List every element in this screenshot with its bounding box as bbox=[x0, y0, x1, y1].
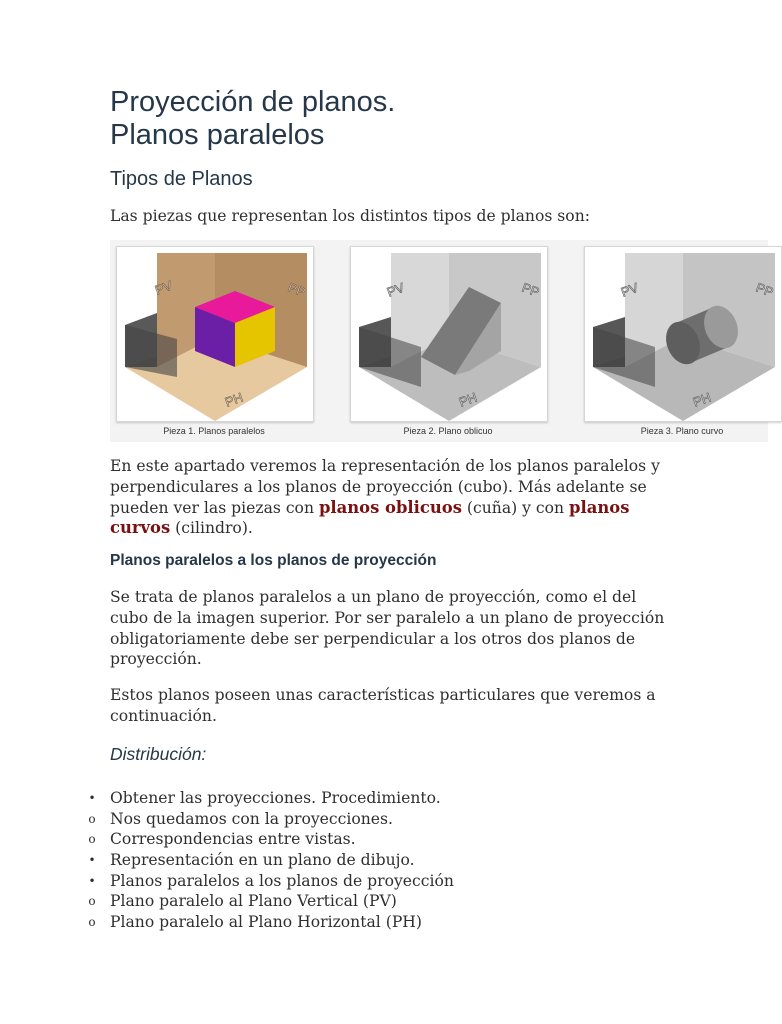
section-title: Tipos de Planos bbox=[110, 168, 253, 190]
figure-cylinder bbox=[584, 246, 782, 422]
list-item-text: Plano paralelo al Plano Horizontal (PH) bbox=[110, 913, 422, 932]
bullet-icon: • bbox=[88, 873, 96, 888]
list-item bbox=[0, 788, 700, 809]
figure-cube bbox=[116, 246, 314, 422]
distribution-list bbox=[0, 788, 700, 933]
paragraph-1-text-c: (cilindro). bbox=[170, 519, 253, 538]
list-item-text: Planos paralelos a los planos de proyección bbox=[110, 871, 454, 890]
pv-label: PV bbox=[152, 277, 175, 298]
title-line-1: Proyección de planos. bbox=[110, 86, 396, 118]
distribution-title: Distribución: bbox=[110, 744, 207, 764]
paragraph-3: Estos planos poseen unas características particulares que veremos a continuación. bbox=[110, 686, 656, 725]
list-item-text: Correspondencias entre vistas. bbox=[110, 830, 356, 849]
link-planos-oblicuos[interactable]: planos oblicuos bbox=[318, 497, 462, 517]
figure-caption-1: Pieza 1. Planos paralelos bbox=[163, 426, 265, 436]
list-item bbox=[0, 809, 700, 830]
link-planos-curvos[interactable]: planos curvos bbox=[110, 497, 630, 538]
ph-label: PH bbox=[222, 389, 245, 410]
paragraph-2: Se trata de planos paralelos a un plano de proyección, como el del cubo de la imagen superior. Por ser paralelo a un plano de proyección obligatoriamente debe ser perpendicular a los otros dos planos de proyección. bbox=[110, 588, 665, 669]
paragraph-1-text-a: En este apartado veremos la representación de los planos paralelos y perpendiculares a los planos de proyección (cubo). Más adelante se pueden ver las piezas con bbox=[110, 457, 660, 517]
page-title bbox=[110, 86, 730, 152]
intro-paragraph: Las piezas que representan los distintos tipos de planos son: bbox=[110, 207, 590, 225]
figure-caption-2: Pieza 2. Plano oblicuo bbox=[403, 426, 493, 436]
pp-label: PP bbox=[519, 279, 542, 300]
pp-label: PP bbox=[753, 279, 776, 300]
bullet-icon: • bbox=[88, 853, 96, 868]
list-item-text: Obtener las proyecciones. Procedimiento. bbox=[110, 789, 441, 807]
ph-label: PH bbox=[690, 389, 713, 410]
list-item bbox=[0, 912, 700, 933]
subsection-title: Planos paralelos a los planos de proyección bbox=[110, 552, 437, 569]
pv-label: PV bbox=[618, 279, 641, 300]
ph-label: PH bbox=[456, 389, 479, 410]
title-line-2: Planos paralelos bbox=[110, 119, 325, 151]
list-item bbox=[0, 829, 700, 850]
figures-image bbox=[110, 240, 776, 442]
list-item bbox=[0, 871, 700, 892]
list-item-text: Plano paralelo al Plano Vertical (PV) bbox=[110, 892, 397, 911]
list-item-text: Nos quedamos con la proyecciones. bbox=[110, 809, 393, 828]
bullet-icon: • bbox=[88, 791, 96, 805]
pp-label: PP bbox=[285, 279, 308, 300]
bullet-icon: o bbox=[88, 915, 96, 930]
figure-wedge bbox=[350, 246, 548, 422]
figure-caption-3: Pieza 3. Plano curvo bbox=[640, 426, 724, 436]
list-item-text: Representación en un plano de dibujo. bbox=[110, 851, 415, 870]
list-item bbox=[0, 891, 700, 912]
paragraph-1 bbox=[110, 456, 670, 539]
bullet-icon: o bbox=[88, 832, 96, 847]
bullet-icon: o bbox=[88, 811, 96, 826]
paragraph-1-text-b: (cuña) y con bbox=[461, 498, 570, 517]
pv-label: PV bbox=[384, 279, 407, 300]
list-item bbox=[0, 850, 700, 871]
bullet-icon: o bbox=[88, 894, 96, 909]
